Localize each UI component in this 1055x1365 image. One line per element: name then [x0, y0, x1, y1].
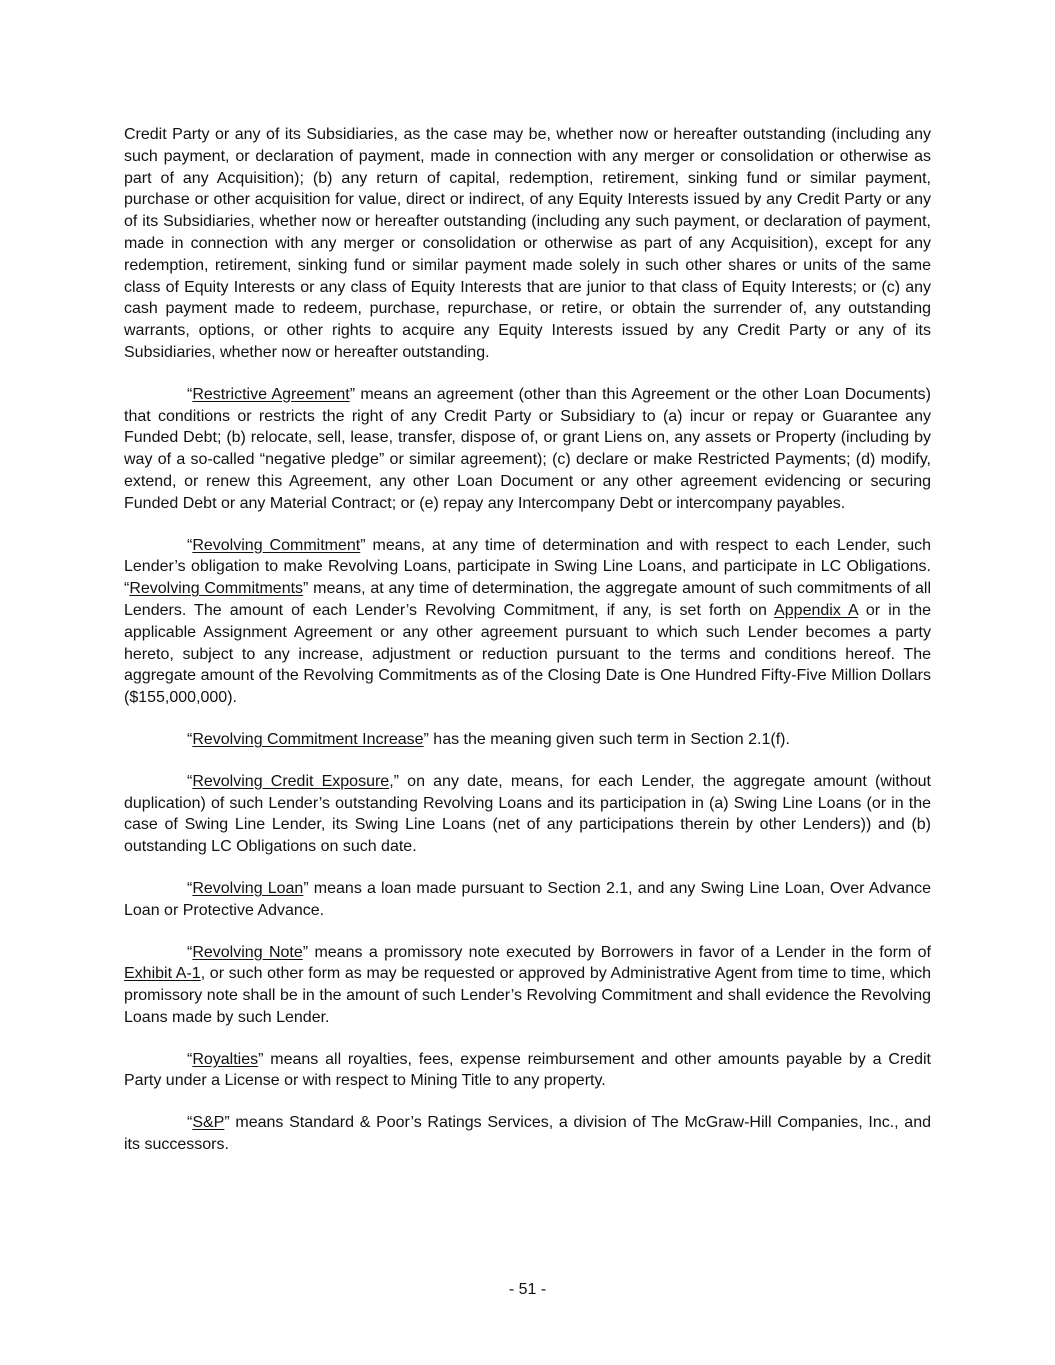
page-number: - 51 - — [508, 1281, 547, 1298]
definition-text: means a loan made pursuant to Section 2.1, and any Swing Line Loan, Over Advance Loan or Protective Advance. — [124, 879, 932, 919]
definition-text: means Standard & Poor’s Ratings Services, a division of The McGraw-Hill Companies, Inc., and its successors. — [124, 1114, 931, 1154]
definition-revolving-note — [124, 942, 931, 1029]
open-quote: “ — [187, 730, 193, 748]
close-quote: ” — [303, 879, 309, 897]
definition-royalties — [124, 1049, 931, 1093]
defined-term: Royalties — [192, 1050, 259, 1068]
open-quote: “ — [187, 1050, 193, 1068]
defined-term: Revolving Commitment — [192, 536, 361, 554]
definition-revolving-commitment — [124, 535, 931, 709]
definition-text: or in the applicable Assignment Agreement or any other agreement pursuant to which such Lender becomes a party hereto, subject to any increase, adjustment or reduction pursuant to the terms and conditions hereof. The aggregate amount of the Revolving Commitments as of the Closing Date is One Hundred Fifty-Five Million Dollars ($155,000,000). — [124, 601, 931, 707]
close-quote: ” — [349, 385, 356, 403]
definition-text: means a promissory note executed by Borrowers in favor of a Lender in the form of — [308, 943, 931, 961]
defined-term: S&P — [192, 1114, 225, 1132]
close-quote: ” — [302, 943, 309, 961]
definition-text: means all royalties, fees, expense reimbursement and other amounts payable by a Credit Party under a License or with respect to Mining Title to any property. — [124, 1050, 931, 1090]
defined-term: Restrictive Agreement — [192, 385, 350, 403]
paragraph-text: Credit Party or any of its Subsidiaries, as the case may be, whether now or hereafter outstanding (including any such payment, or declaration of payment, made in connection with any merger or consolidation or otherwise as part of any Acquisition); (b) any return of capital, redemption, retirement, sinking fund or similar payment, purchase or other acquisition for value, direct or indirect, of any Equity Interests issued by any Credit Party or any of its Subsidiaries, whether now or hereafter outstanding (including any such payment, or declaration of payment, made in connection with any merger or consolidation or otherwise as part of any Acquisition), except for any redemption, retirement, sinking fund or similar payment made solely in such other shares or units of the same class of Equity Interests or any class of Equity Interests that are junior to that class of Equity Interests; or (c) any cash payment made to redeem, purchase, repurchase, or retire, or obtain the surrender of, any outstanding warrants, options, or other rights to acquire any Equity Interests issued by any Credit Party or any of its Subsidiaries, whether now or hereafter outstanding. — [124, 126, 931, 361]
close-quote: ” — [258, 1050, 264, 1068]
definition-restrictive-agreement — [124, 384, 931, 515]
defined-term-secondary: Revolving Commitments — [129, 580, 304, 598]
definition-s-and-p — [124, 1112, 931, 1156]
definition-revolving-commitment-increase — [124, 729, 931, 751]
open-quote: “ — [187, 536, 193, 554]
defined-term: Revolving Commitment Increase — [192, 730, 424, 748]
exhibit-reference: Exhibit A-1 — [124, 965, 201, 983]
definition-revolving-loan — [124, 878, 931, 922]
appendix-reference: Appendix A — [774, 601, 858, 619]
defined-term: Revolving Loan — [192, 879, 304, 897]
definition-text: , or such other form as may be requested or approved by Administrative Agent from time to time, which promissory note shall be in the amount of such Lender’s Revolving Commitment and shall evidence the Revolving Loans made by such Lender. — [124, 965, 932, 1026]
open-quote: “ — [187, 772, 193, 790]
open-quote: “ — [187, 943, 193, 961]
definition-text: on any date, means, for each Lender, the aggregate amount (without duplication) of such Lender’s outstanding Revolving Loans and its participation in (a) Swing Line Loans (or in the case of Swing Line Lender, its Swing Line Loans (net of any participations therein by other Lenders)) and (b) outstanding LC Obligations on such date. — [124, 772, 932, 856]
open-quote: “ — [187, 1114, 193, 1132]
defined-term: Revolving Credit Exposure — [192, 772, 390, 790]
defined-term: Revolving Note — [192, 943, 303, 961]
close-quote: ” — [423, 730, 429, 748]
definition-text: means, at any time of determination and with respect to each Lender, such Lender’s obligation to make Revolving Loans, participate in Swing Line Loans, and participate in LC Obligations. “ — [124, 536, 932, 598]
document-page — [124, 124, 931, 1176]
close-quote: ,” — [389, 772, 399, 790]
close-quote: ” — [360, 536, 366, 554]
definition-text: means an agreement (other than this Agreement or the other Loan Documents) that conditions or restricts the right of any Credit Party or Subsidiary to (a) incur or repay or Guarantee any Funded Debt; (b) relocate, sell, lease, transfer, dispose of, or grant Liens on, any assets or Property (including by way of a so-called “negative pledge” or similar agreement); (c) declare or make Restricted Payments; (d) modify, extend, or renew this Agreement, any other Loan Document or any other agreement evidencing or securing Funded Debt or any Material Contract; or (e) repay any Intercompany Debt or intercompany payables. — [124, 385, 931, 512]
definition-revolving-credit-exposure — [124, 771, 931, 858]
close-quote: ” — [224, 1114, 230, 1132]
paragraph-restricted-payment-continuation — [124, 124, 931, 364]
definition-text: has the meaning given such term in Section 2.1(f). — [428, 730, 790, 748]
open-quote: “ — [187, 879, 193, 897]
definition-text: ” means, at any time of determination, the aggregate amount of such commitments of all Lenders. The amount of each Lender’s Revolving Commitment, if any, is set forth on — [124, 580, 932, 619]
open-quote: “ — [187, 385, 193, 403]
